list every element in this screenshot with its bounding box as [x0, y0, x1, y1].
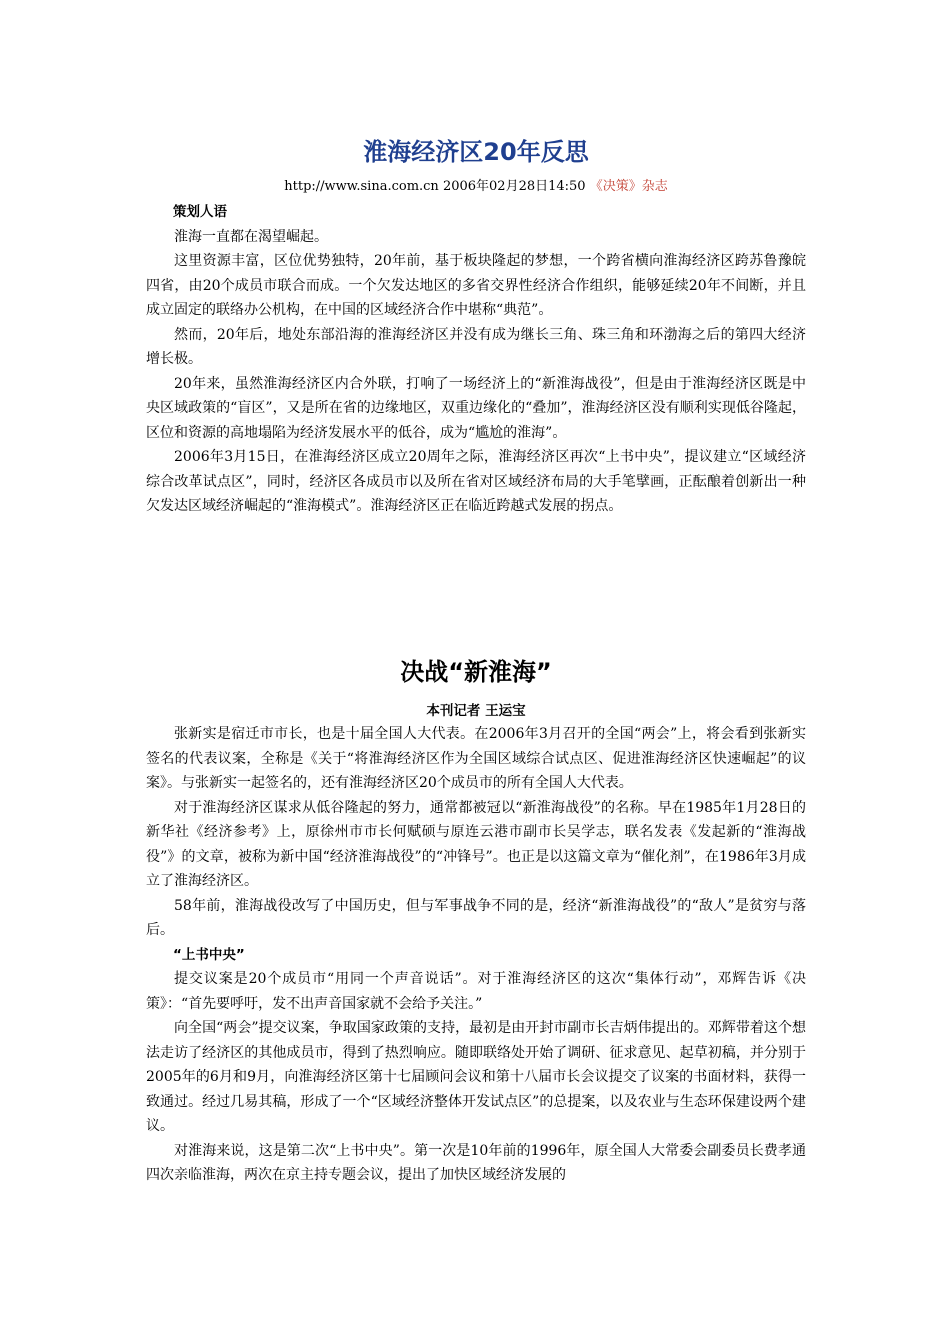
article-meta [146, 176, 806, 198]
meta-source-link[interactable]: 《决策》杂志 [589, 179, 668, 194]
paragraph: 20年来，虽然淮海经济区内合外联，打响了一场经济上的“新淮海战役”，但是由于淮海经济区既是中央区域政策的“盲区”，又是所在省的边缘地区，双重边缘化的“叠加”，淮海经济区没有顺利实现低谷隆起，区位和资源的高地塌陷为经济发展水平的低谷，成为“尴尬的淮海”。 [146, 375, 806, 441]
paragraph: 淮海一直都在渴望崛起。 [174, 228, 328, 245]
editor-note-section [146, 200, 806, 519]
byline: 本刊记者 王运宝 [426, 703, 526, 719]
paragraph: 对淮海来说，这是第二次“上书中央”。第一次是10年前的1996年，原全国人大常委会副委员长费孝通四次亲临淮海，两次在京主持专题会议，提出了加快区域经济发展的 [146, 1142, 806, 1183]
paragraph: 2006年3月15日，在淮海经济区成立20周年之际，淮海经济区再次“上书中央”，提议建立“区域经济综合改革试点区”，同时，经济区各成员市以及所在省对区域经济布局的大手笔擘画，正酝酿着创新出一种欠发达区域经济崛起的“淮海模式”。淮海经济区正在临近跨越式发展的拐点。 [146, 449, 806, 514]
paragraph: 对于淮海经济区谋求从低谷隆起的努力，通常都被冠以“新淮海战役”的名称。早在1985年1月28日的新华社《经济参考》上，原徐州市市长何赋硕与原连云港市副市长吴学志，联名发表《发起新的“淮海战役”》的文章，被称为新中国“经济淮海战役”的“冲锋号”。也正是以这篇文章为“催化剂”，在1986年3月成立了淮海经济区。 [146, 799, 806, 889]
section-heading: 策划人语 [173, 204, 227, 220]
section-subheading: “上书中央” [173, 946, 245, 963]
article-title: 淮海经济区20年反思 [363, 138, 589, 166]
paragraph: 张新实是宿迁市市长，也是十届全国人大代表。在2006年3月召开的全国“两会”上，将会看到张新实签名的代表议案，全称是《关于“将淮海经济区作为全国区域综合试点区、促进淮海经济区快速崛起”的议案》。与张新实一起签名的，还有淮海经济区20个成员市的所有全国人大代表。 [146, 726, 806, 791]
paragraph: 然而，20年后，地处东部沿海的淮海经济区并没有成为继长三角、珠三角和环渤海之后的第四大经济增长极。 [146, 326, 806, 367]
paragraph: 向全国“两会”提交议案，争取国家政策的支持，最初是由开封市副市长吉炳伟提出的。邓辉带着这个想法走访了经济区的其他成员市，得到了热烈响应。随即联络处开始了调研、征求意见、起草初稿，并分别于2005年的6月和9月，向淮海经济区第十七届顾问会议和第十八届市长会议提交了议案的书面材料，获得一致通过。经过几易其稿，形成了一个“区域经济整体开发试点区”的总提案，以及农业与生态环保建设两个建议。 [146, 1020, 806, 1134]
paragraph: 58年前，淮海战役改写了中国历史，但与军事战争不同的是，经济“新淮海战役”的“敌人”是贫穷与落后。 [146, 897, 806, 938]
article-body [146, 722, 806, 1188]
meta-url-date: http://www.sina.com.cn 2006年02月28日14:50 [284, 179, 586, 194]
paragraph: 这里资源丰富，区位优势独特，20年前，基于板块隆起的梦想，一个跨省横向淮海经济区跨苏鲁豫皖四省，由20个成员市联合而成。一个欠发达地区的多省交界性经济合作组织，能够延续20年不间断，并且成立固定的联络办公机构，在中国的区域经济合作中堪称“典范”。 [146, 253, 806, 318]
paragraph: 提交议案是20个成员市“用同一个声音说话”。对于淮海经济区的这次“集体行动”，邓辉告诉《决策》：“首先要呼吁，发不出声音国家就不会给予关注。” [146, 971, 806, 1012]
second-article-title: 决战“新淮海” [400, 658, 552, 686]
